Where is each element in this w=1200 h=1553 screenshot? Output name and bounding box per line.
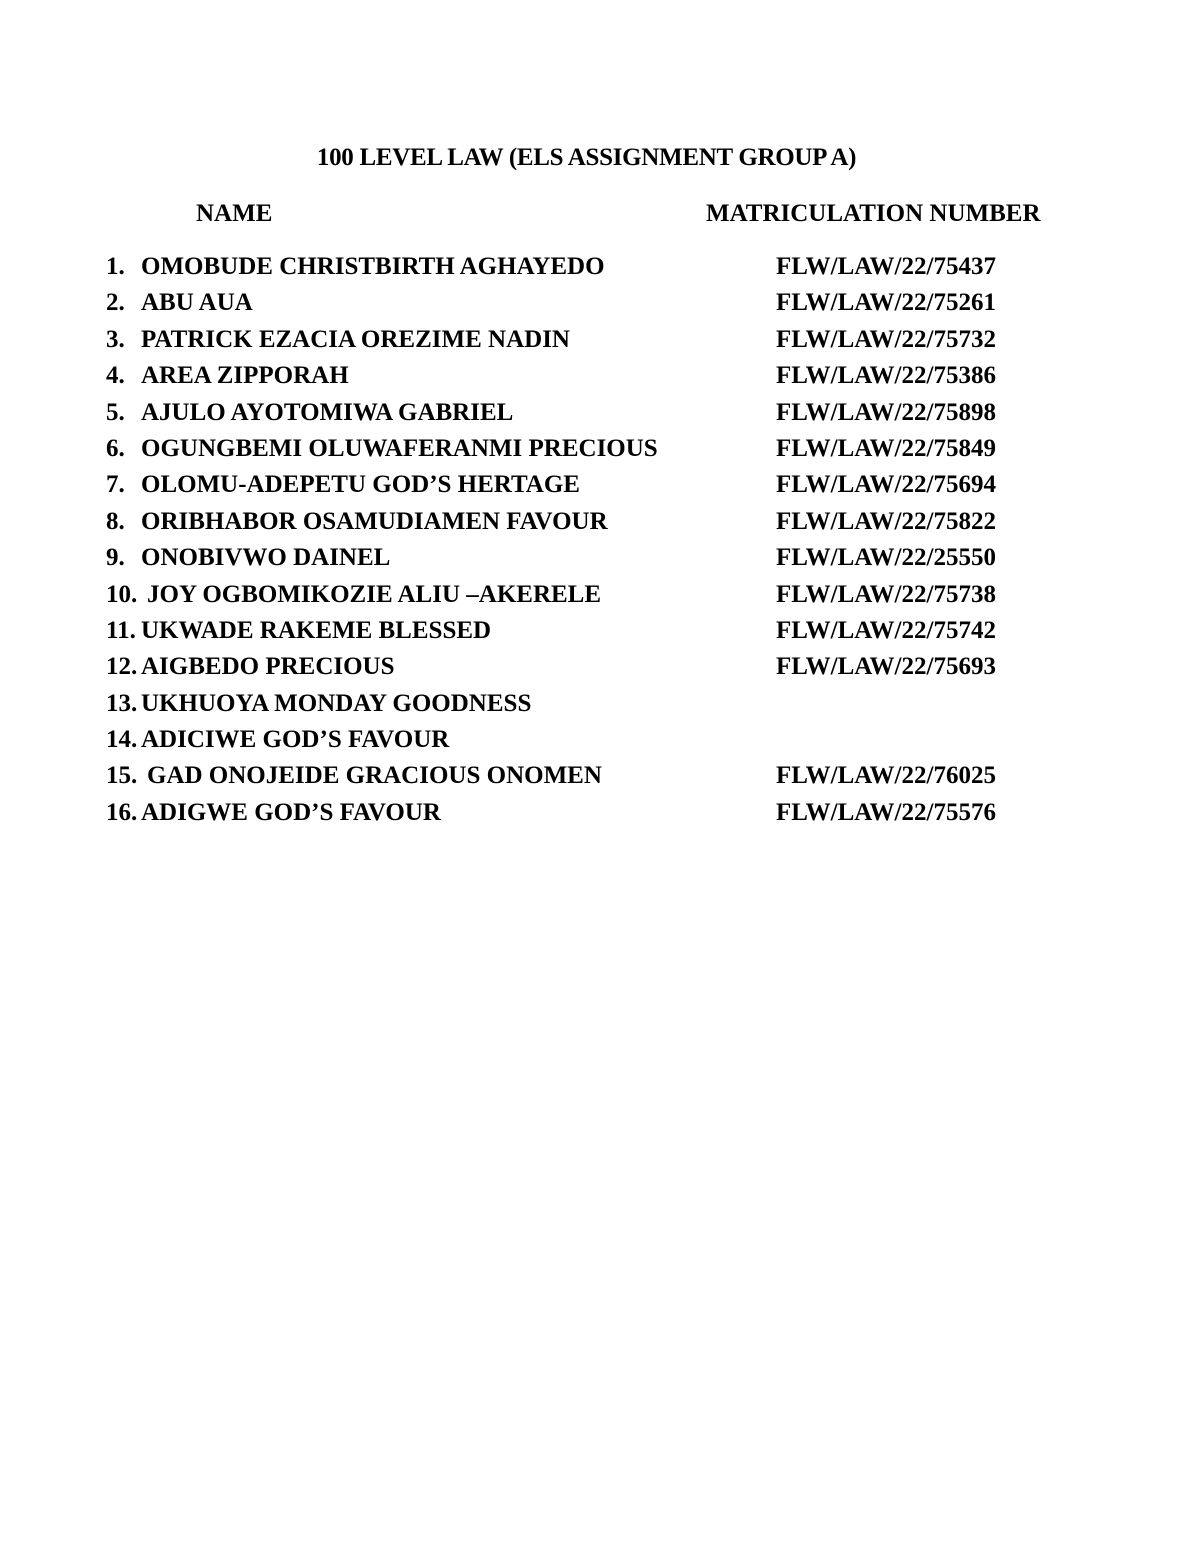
list-item xyxy=(0,326,1200,362)
student-name: ORIBHABOR OSAMUDIAMEN FAVOUR xyxy=(141,507,608,535)
row-number: 10. xyxy=(106,580,138,608)
row-number: 12. xyxy=(106,653,138,681)
list-item xyxy=(0,253,1200,289)
student-name: OGUNGBEMI OLUWAFERANMI PRECIOUS xyxy=(141,434,658,462)
matric-number: FLW/LAW/22/75694 xyxy=(776,471,996,499)
list-item xyxy=(0,799,1200,835)
list-item xyxy=(0,289,1200,325)
row-number: 16. xyxy=(106,798,138,826)
row-number: 5. xyxy=(106,398,125,426)
student-name: ADIGWE GOD’S FAVOUR xyxy=(141,798,441,826)
student-name: AIGBEDO PRECIOUS xyxy=(141,653,395,681)
list-item xyxy=(0,399,1200,435)
row-number: 9. xyxy=(106,544,125,572)
matric-number: FLW/LAW/22/75898 xyxy=(776,398,996,426)
list-item xyxy=(0,726,1200,762)
student-name: GAD ONOJEIDE GRACIOUS ONOMEN xyxy=(147,762,602,790)
list-item xyxy=(0,362,1200,398)
student-name: UKHUOYA MONDAY GOODNESS xyxy=(141,689,532,717)
matric-number: FLW/LAW/22/75738 xyxy=(776,580,996,608)
row-number: 6. xyxy=(106,434,125,462)
matric-number: FLW/LAW/22/75822 xyxy=(776,507,996,535)
student-name: JOY OGBOMIKOZIE ALIU –AKERELE xyxy=(147,580,602,608)
student-name: ABU AUA xyxy=(141,289,253,317)
matric-number: FLW/LAW/22/76025 xyxy=(776,762,996,790)
row-number: 15. xyxy=(106,762,138,790)
row-number: 1. xyxy=(106,253,125,280)
row-number: 13. xyxy=(106,689,138,717)
page-title: 100 LEVEL LAW (ELS ASSIGNMENT GROUP A) xyxy=(316,144,857,171)
row-number: 2. xyxy=(106,289,125,317)
row-number: 11. xyxy=(106,616,136,644)
student-name: OMOBUDE CHRISTBIRTH AGHAYEDO xyxy=(141,253,605,280)
student-name: ONOBIVWO DAINEL xyxy=(141,544,391,572)
matric-number: FLW/LAW/22/75386 xyxy=(776,362,996,390)
matric-number: FLW/LAW/22/75693 xyxy=(776,653,996,681)
student-name: AJULO AYOTOMIWA GABRIEL xyxy=(141,398,514,426)
matric-number: FLW/LAW/22/75261 xyxy=(776,289,996,317)
matric-number: FLW/LAW/22/75732 xyxy=(776,325,996,353)
list-item xyxy=(0,617,1200,653)
student-name: ADICIWE GOD’S FAVOUR xyxy=(141,726,450,754)
name-column-header: NAME xyxy=(196,200,273,227)
list-item xyxy=(0,581,1200,617)
list-item xyxy=(0,471,1200,507)
list-item xyxy=(0,435,1200,471)
row-number: 8. xyxy=(106,507,125,535)
student-name: OLOMU-ADEPETU GOD’S HERTAGE xyxy=(141,471,580,499)
list-item xyxy=(0,544,1200,580)
matric-number: FLW/LAW/22/75849 xyxy=(776,434,996,462)
row-number: 7. xyxy=(106,471,125,499)
row-number: 3. xyxy=(106,325,125,353)
student-list xyxy=(0,253,1200,835)
matric-number: FLW/LAW/22/75437 xyxy=(776,253,996,280)
matric-number: FLW/LAW/22/25550 xyxy=(776,544,996,572)
student-name: UKWADE RAKEME BLESSED xyxy=(141,616,492,644)
list-item xyxy=(0,762,1200,798)
list-item xyxy=(0,653,1200,689)
list-item xyxy=(0,690,1200,726)
matric-number: FLW/LAW/22/75742 xyxy=(776,616,996,644)
row-number: 4. xyxy=(106,362,125,390)
student-name: PATRICK EZACIA OREZIME NADIN xyxy=(141,325,570,353)
student-name: AREA ZIPPORAH xyxy=(141,362,349,390)
list-item xyxy=(0,508,1200,544)
matric-number: FLW/LAW/22/75576 xyxy=(776,798,996,826)
row-number: 14. xyxy=(106,726,138,754)
matric-column-header: MATRICULATION NUMBER xyxy=(706,200,1041,227)
